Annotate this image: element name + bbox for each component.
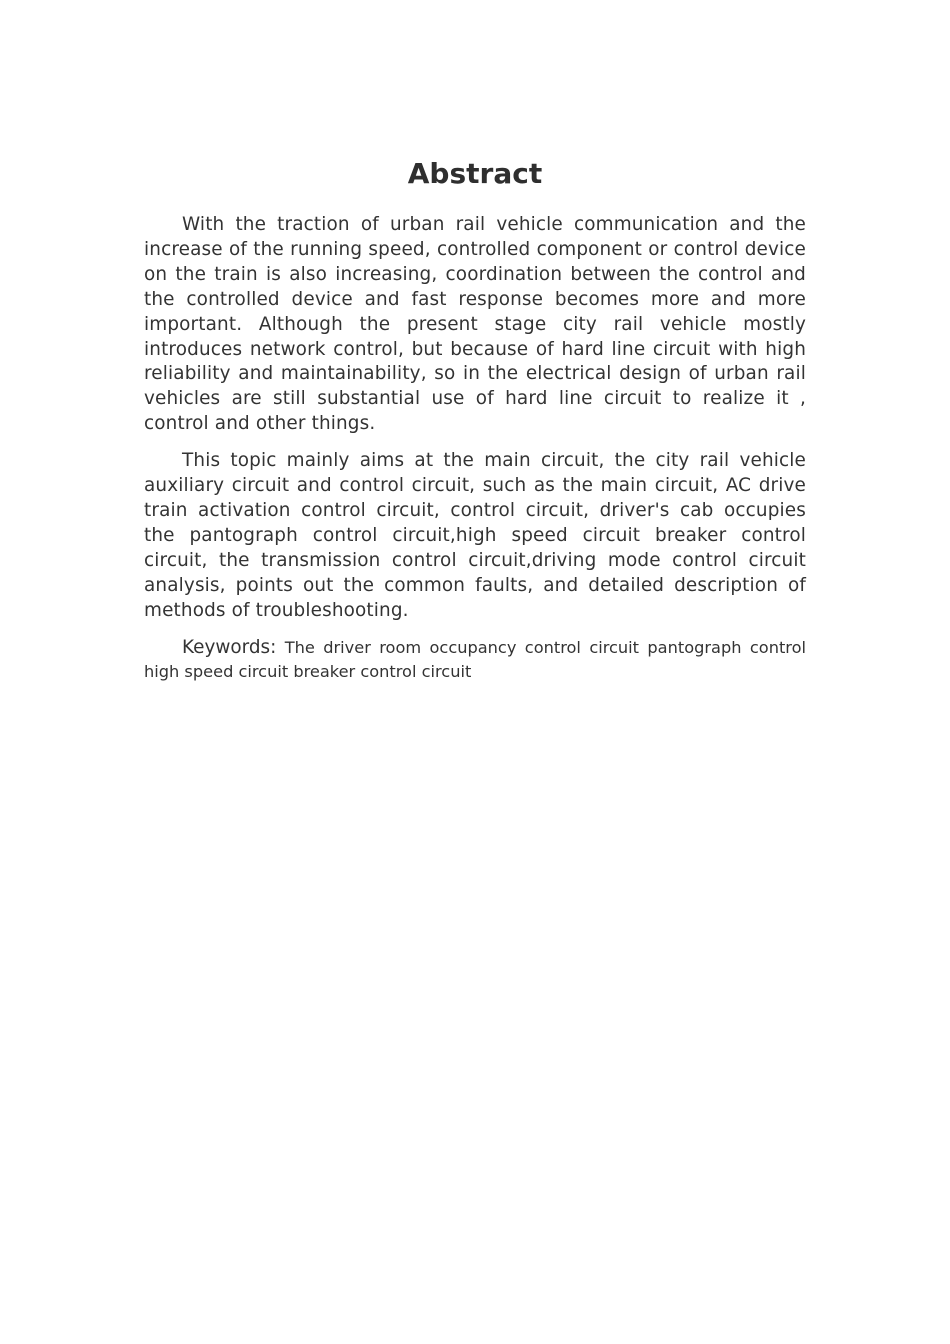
abstract-paragraph-1: With the traction of urban rail vehicle communication and the increase of the running speed, controlled component or control device on the train is also increasing, coordination between the control and the controlled device and fast response becomes more and more important. Although the present stage city rail vehicle mostly introduces network control, but because of hard line circuit with high reliability and maintainability, so in the electrical design of urban rail vehicles are still substantial use of hard line circuit to realize it , control and other things.	[144, 214, 806, 435]
abstract-paragraph-2: This topic mainly aims at the main circuit, the city rail vehicle auxiliary circuit and control circuit, such as the main circuit, AC drive train activation control circuit, control circuit, driver's cab occupies the pantograph control circuit,high speed circuit breaker control circuit, the transmission control circuit,driving mode control circuit analysis, points out the common faults, and detailed description of methods of troubleshooting.	[144, 450, 806, 621]
keywords-line	[144, 636, 806, 685]
keywords-label: Keywords:	[182, 636, 277, 658]
abstract-page	[144, 155, 806, 685]
page-title: Abstract	[407, 157, 543, 190]
keywords-text: The driver room occupancy control circuit pantograph control high speed circuit breaker control circuit	[144, 637, 807, 681]
